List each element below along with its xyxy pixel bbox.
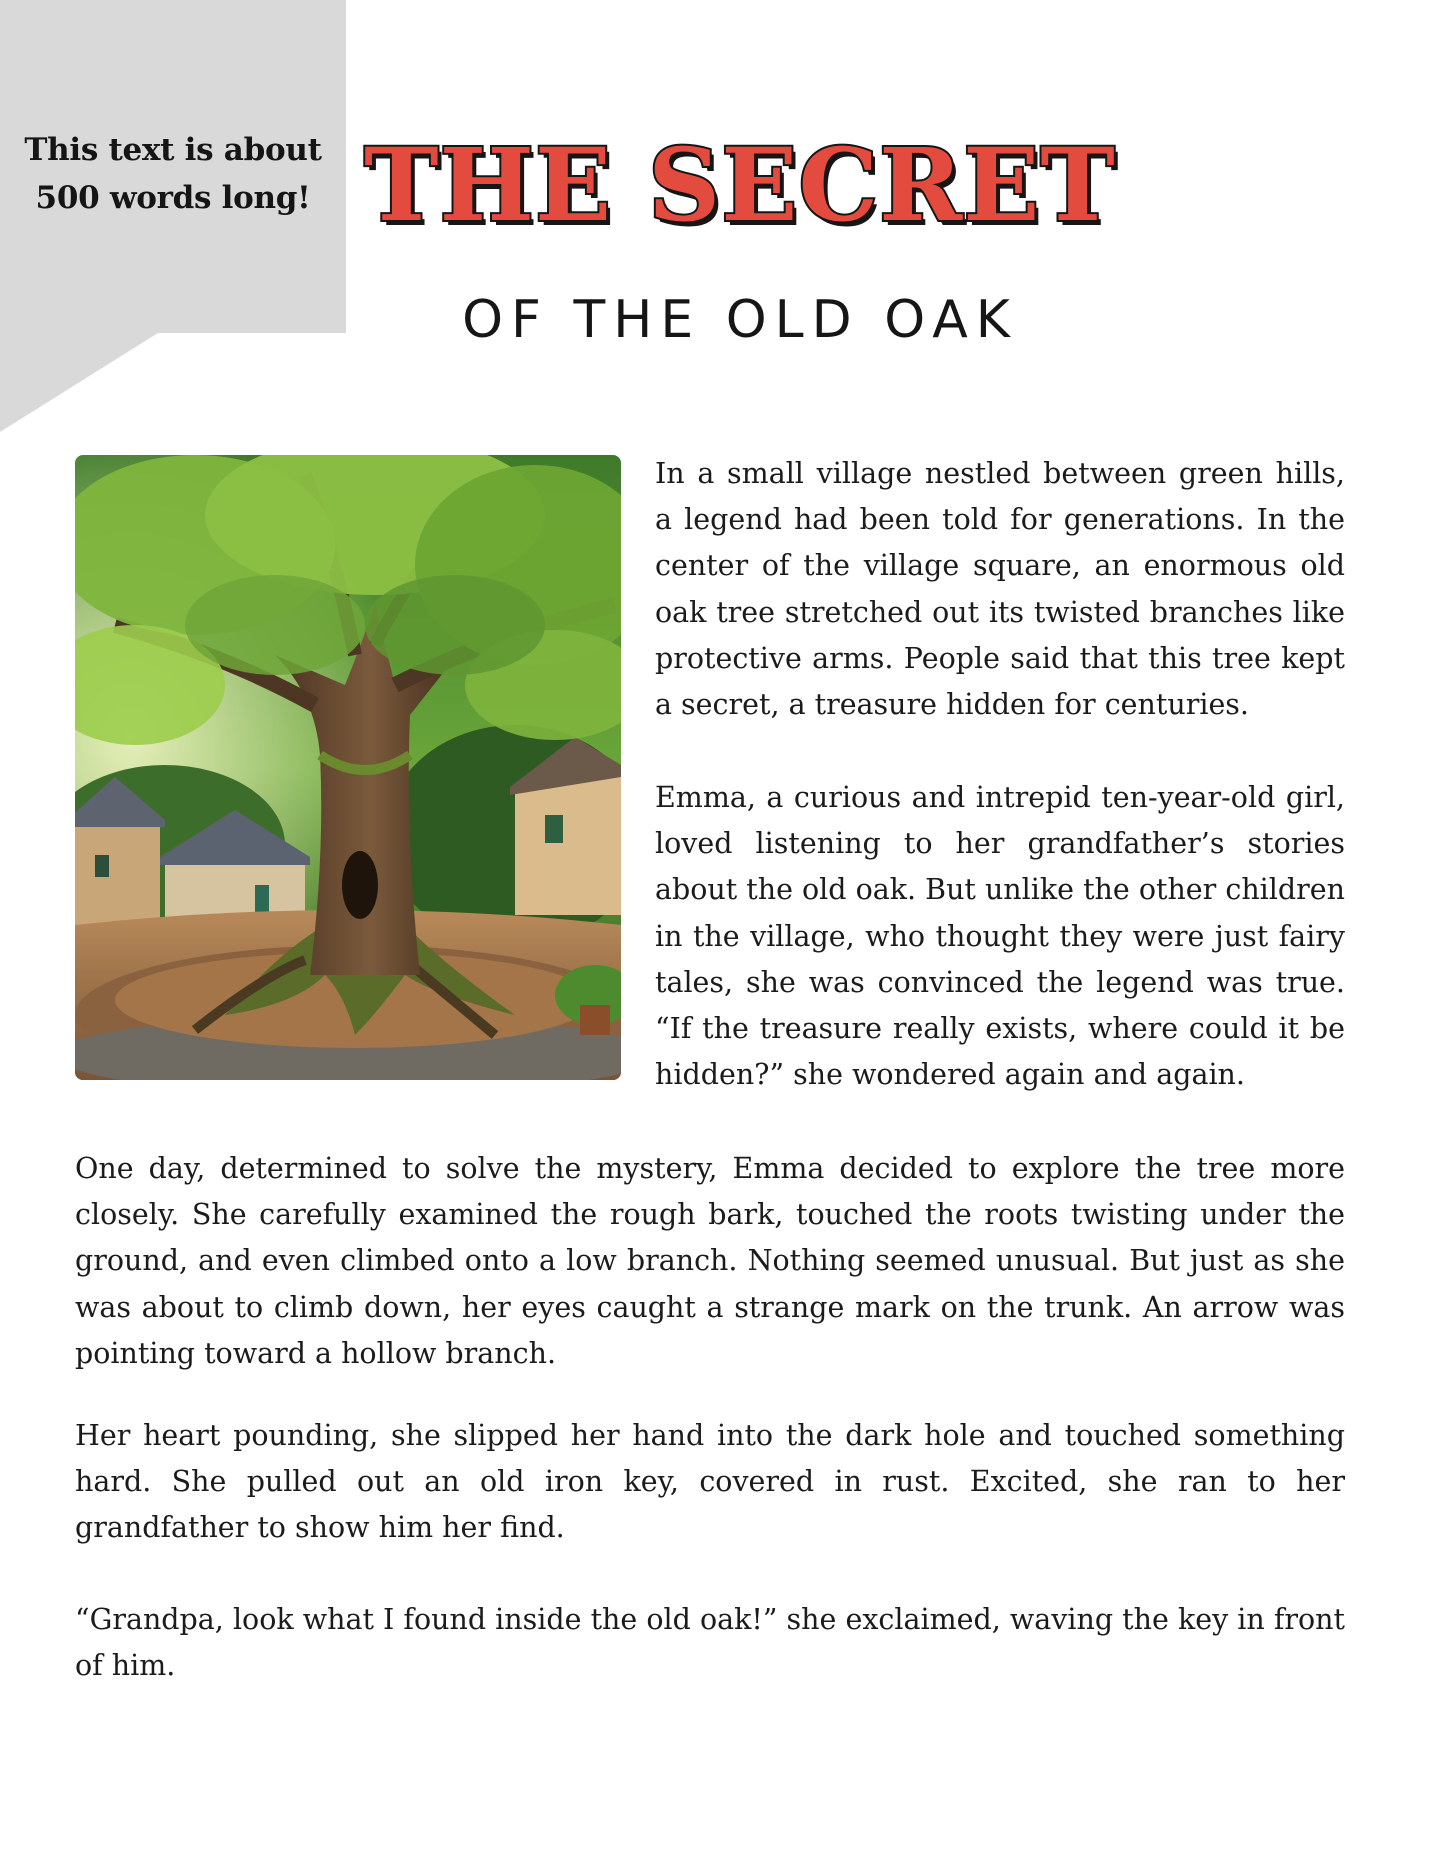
paragraph-1: In a small village nestled between green hills, a legend had been told for generations. In the center of the village square, an enormous old oak tree stretched out its twisted branches like protective arms. People said that this tree kept a secret, a treasure hidden for centuries. <box>655 457 1345 722</box>
oak-tree-illustration <box>75 455 621 1080</box>
page-title: THE SECRET <box>364 126 1116 244</box>
paragraph-3: One day, determined to solve the mystery, Emma decided to explore the tree more closely. She carefully examined the rough bark, touched the roots twisting under the ground, and even climbed onto a low branch. Nothing seemed unusual. But just as she was about to climb down, her eyes caught a strange mark on the trunk. An arrow was pointing toward a hollow branch. <box>75 1152 1345 1370</box>
paragraph-4: Her heart pounding, she slipped her hand into the dark hole and touched something hard. She pulled out an old iron key, covered in rust. Excited, she ran to her grandfather to show him her find. <box>75 1419 1345 1545</box>
word-count-callout <box>0 126 346 222</box>
callout-line-2: 500 words long! <box>35 180 311 216</box>
callout-line-1: This text is about <box>24 132 322 168</box>
paragraph-5: “Grandpa, look what I found inside the old oak!” she exclaimed, waving the key in front of him. <box>75 1603 1345 1683</box>
page-subtitle: OF THE OLD OAK <box>462 290 1018 350</box>
paragraph-2: Emma, a curious and intrepid ten-year-old girl, loved listening to her grandfather’s stories about the old oak. But unlike the other children in the village, who thought they were just fairy tales, she was convinced the legend was true. “If the treasure really exists, where could it be hidden?” she wondered again and again. <box>655 781 1345 1092</box>
